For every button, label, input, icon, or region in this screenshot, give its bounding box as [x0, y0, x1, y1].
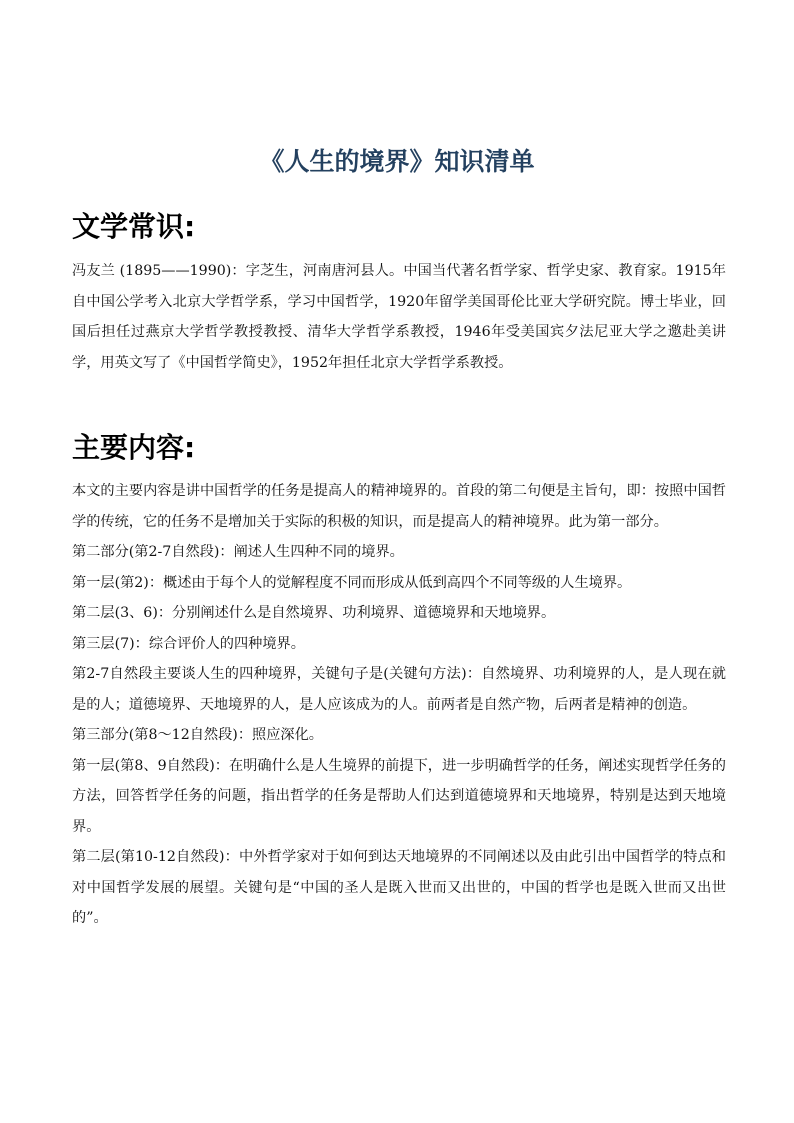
paragraph: 第三部分(第8～12自然段)：照应深化。: [72, 727, 323, 743]
paragraph: 第二层(第10-12自然段)：中外哲学家对于如何到达天地境界的不同阐述以及由此引出中国哲学的特点和对中国哲学发展的展望。关键句是“中国的圣人是既入世而又出世的，中国的哲学也是既入世而又出世的”。: [72, 849, 726, 926]
document-title: 《人生的境界》知识清单: [259, 147, 535, 176]
section-main-content: [72, 425, 726, 934]
section-body: [72, 256, 726, 378]
paragraph: 第一层(第2)：概述由于每个人的觉解程度不同而形成从低到高四个不同等级的人生境界。: [72, 574, 632, 591]
paragraph: 第2-7自然段主要谈人生的四种境界，关键句子是(关键句方法)：自然境界、功利境界的人，是人现在就是的人；道德境界、天地境界的人，是人应该成为的人。前两者是自然产物，后两者是精神的创造。: [72, 666, 726, 713]
paragraph: 第三层(7)：综合评价人的四种境界。: [72, 635, 305, 652]
paragraph: 第二部分(第2-7自然段)：阐述人生四种不同的境界。: [72, 544, 404, 560]
paragraph: 第一层(第8、9自然段)：在明确什么是人生境界的前提下，进一步明确哲学的任务，阐述实现哲学任务的方法，回答哲学任务的问题，指出哲学的任务是帮助人们达到道德境界和天地境界，特别是达到天地境界。: [72, 757, 726, 835]
section-heading: 主要内容:: [72, 431, 196, 464]
section-literature-knowledge: [72, 204, 726, 378]
section-body: [72, 476, 726, 934]
paragraph: 冯友兰 (1895——1990)：字芝生，河南唐河县人。中国当代著名哲学家、哲学史家、教育家。1915年自中国公学考入北京大学哲学系，学习中国哲学，1920年留学美国哥伦比亚大学研究院。博士毕业，回国后担任过燕京大学哲学教授教授、清华大学哲学系教授，1946年受美国宾夕法尼亚大学之邀赴美讲学，用英文写了《中国哲学简史》，1952年担任北京大学哲学系教授。: [72, 263, 726, 371]
paragraph: 第二层(3、6)：分别阐述什么是自然境界、功利境界、道德境界和天地境界。: [72, 605, 556, 621]
paragraph: 本文的主要内容是讲中国哲学的任务是提高人的精神境界的。首段的第二句便是主旨句，即：按照中国哲学的传统，它的任务不是增加关于实际的积极的知识，而是提高人的精神境界。此为第一部分。: [72, 483, 726, 530]
section-heading: 文学常识:: [72, 210, 196, 243]
